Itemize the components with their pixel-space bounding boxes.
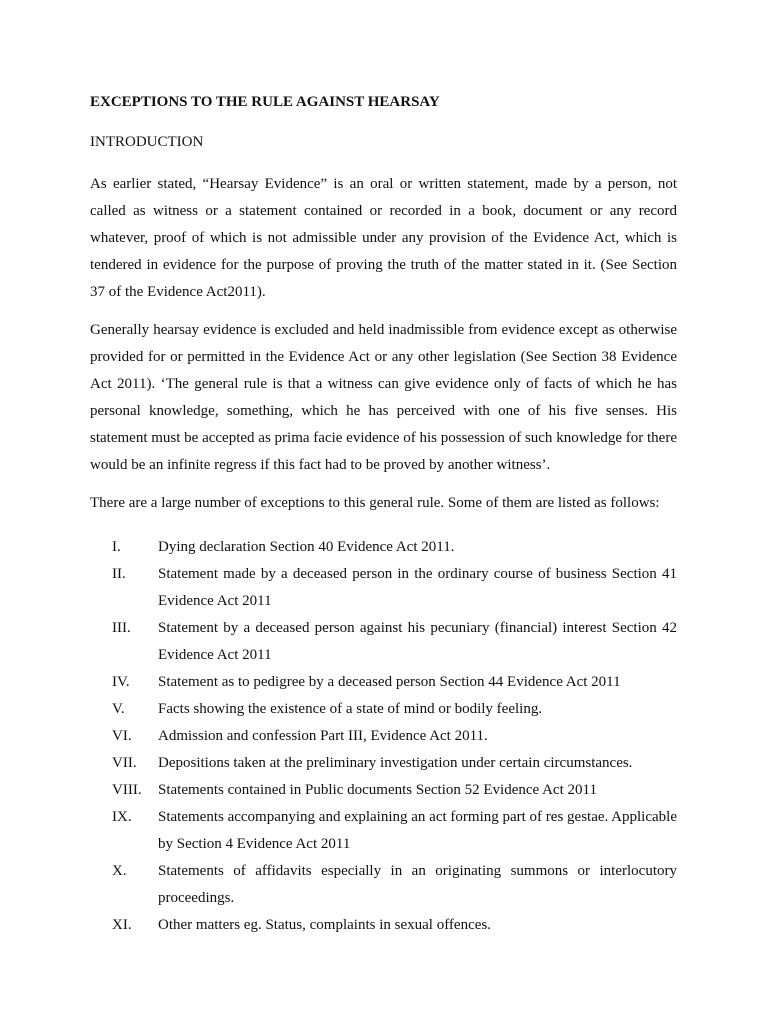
document-title: EXCEPTIONS TO THE RULE AGAINST HEARSAY bbox=[90, 94, 440, 110]
list-item-text: Statements contained in Public documents Section 52 Evidence Act 2011 bbox=[158, 782, 597, 798]
list-numeral: I. bbox=[112, 539, 121, 555]
list-item bbox=[90, 858, 677, 912]
list-item-text: Depositions taken at the preliminary investigation under certain circumstances. bbox=[158, 755, 633, 771]
list-item bbox=[90, 696, 677, 723]
list-item bbox=[90, 804, 677, 858]
list-item bbox=[90, 669, 677, 696]
section-heading: INTRODUCTION bbox=[90, 134, 204, 150]
list-numeral: X. bbox=[112, 863, 127, 879]
list-numeral: VIII. bbox=[112, 782, 142, 798]
list-item-text: Other matters eg. Status, complaints in sexual offences. bbox=[158, 917, 491, 933]
list-numeral: XI. bbox=[112, 917, 132, 933]
list-item bbox=[90, 615, 677, 669]
list-item bbox=[90, 750, 677, 777]
list-item bbox=[90, 534, 677, 561]
list-item bbox=[90, 912, 677, 939]
paragraph-list-intro: There are a large number of exceptions to this general rule. Some of them are listed as follows: bbox=[90, 495, 660, 511]
list-numeral: IX. bbox=[112, 809, 132, 825]
paragraph-definition: As earlier stated, “Hearsay Evidence” is an oral or written statement, made by a person, not called as witness or a statement contained or recorded in a book, document or any record whatever, proof of which is not admissible under any provision of the Evidence Act, which is tendered in evidence for the purpose of proving the truth of the matter stated in it. (See Section 37 of the Evidence Act2011). bbox=[90, 176, 677, 300]
list-numeral: V. bbox=[112, 701, 125, 717]
list-item bbox=[90, 723, 677, 750]
list-numeral: IV. bbox=[112, 674, 130, 690]
list-item-text: Statement as to pedigree by a deceased person Section 44 Evidence Act 2011 bbox=[158, 674, 621, 690]
list-item-text: Statement made by a deceased person in the ordinary course of business Section 41 Evidence Act 2011 bbox=[158, 566, 677, 609]
list-item-text: Admission and confession Part III, Evidence Act 2011. bbox=[158, 728, 488, 744]
list-item-text: Statements accompanying and explaining an act forming part of res gestae. Applicable by Section 4 Evidence Act 2011 bbox=[158, 809, 677, 852]
list-item-text: Statement by a deceased person against his pecuniary (financial) interest Section 42 Evidence Act 2011 bbox=[158, 620, 677, 663]
list-item-text: Statements of affidavits especially in an originating summons or interlocutory proceedings. bbox=[158, 863, 677, 906]
list-numeral: VI. bbox=[112, 728, 132, 744]
paragraph-general-rule: Generally hearsay evidence is excluded and held inadmissible from evidence except as otherwise provided for or permitted in the Evidence Act or any other legislation (See Section 38 Evidence Act 2011). ‘The general rule is that a witness can give evidence only of facts of which he has personal knowledge, something, which he has perceived with one of his five senses. His statement must be accepted as prima facie evidence of his possession of such knowledge for there would be an infinite regress if this fact had to be proved by another witness’. bbox=[90, 322, 677, 473]
list-item bbox=[90, 777, 677, 804]
list-item-text: Dying declaration Section 40 Evidence Act 2011. bbox=[158, 539, 455, 555]
list-numeral: VII. bbox=[112, 755, 137, 771]
list-item bbox=[90, 561, 677, 615]
document-body bbox=[90, 92, 677, 939]
list-item-text: Facts showing the existence of a state of mind or bodily feeling. bbox=[158, 701, 543, 717]
list-numeral: II. bbox=[112, 566, 126, 582]
list-numeral: III. bbox=[112, 620, 131, 636]
exceptions-list bbox=[90, 534, 677, 939]
